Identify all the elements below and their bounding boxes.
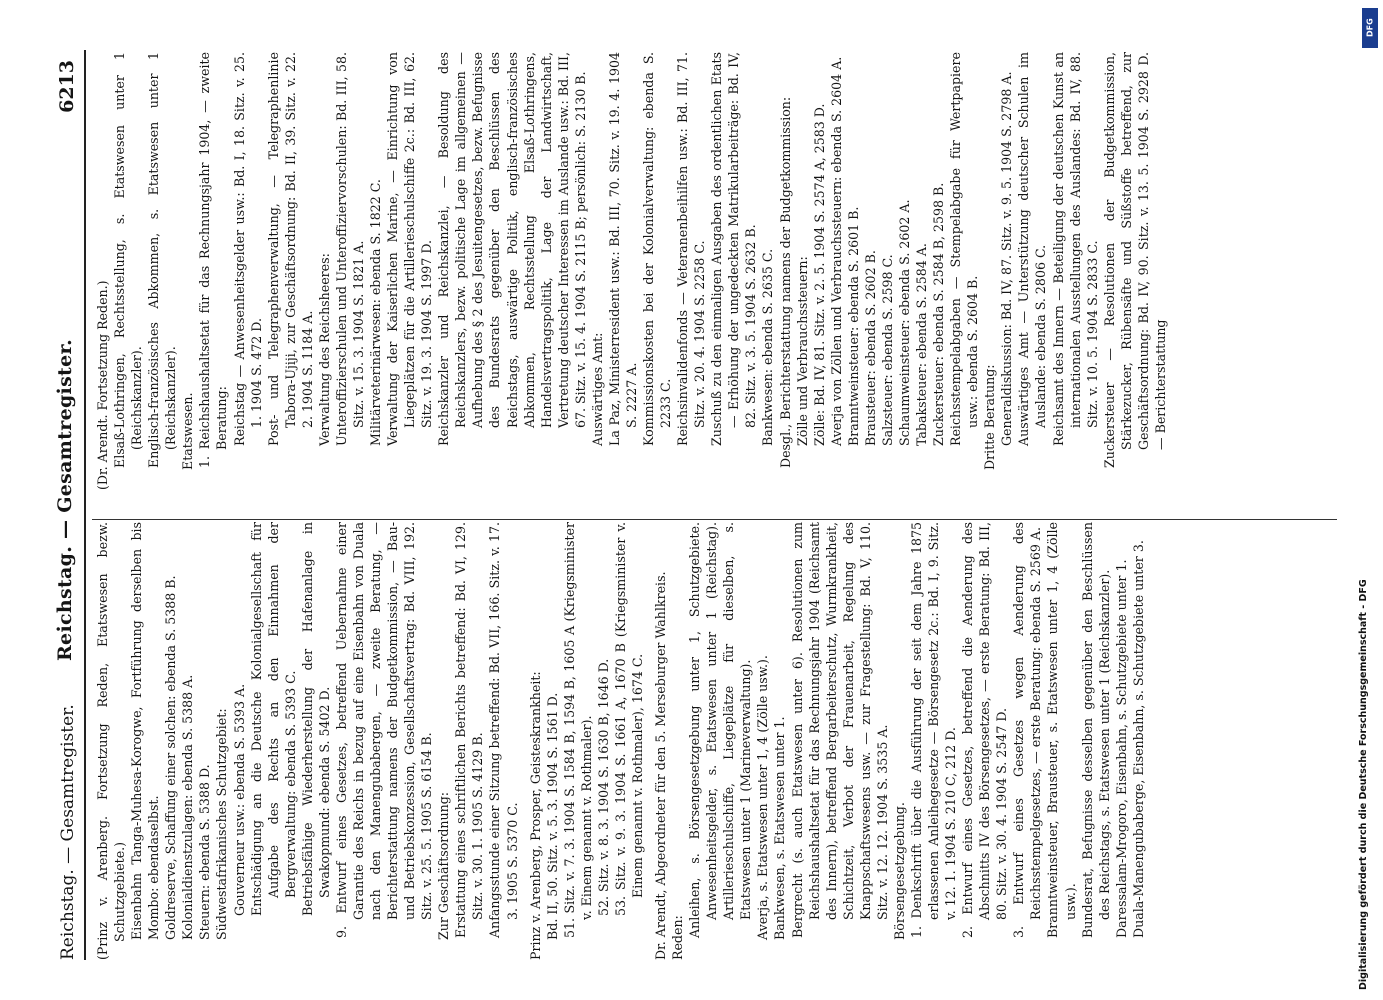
index-entry: 2. Entwurf eines Gesetzes, betreffend die Aenderung des Abschnitts IV des Börsengesetzes, — erste Beratung: Bd. III, 80. Sitz. v. 30. 4. 1904 S. 2547 D. (960, 522, 1010, 938)
index-entry: Goldreserve, Schaffung einer solchen: ebenda S. 5388 B. (163, 575, 179, 940)
digitization-note: Digitalisierung gefördert durch die Deutsche Forschungsgemeinschaft - DFG (1358, 579, 1369, 990)
index-entry: Zuschuß zu den einmaligen Ausgaben des ordentlichen Etats — Erhöhung der ungedeckten Matrikularbeiträge: Bd. IV, 82. Sitz. v. 3. 5. 1904 S. 2632 B. (709, 52, 759, 446)
index-entry: Kolonialdienstzulagen: ebenda S. 5388 A. (180, 674, 196, 940)
left-column (94, 522, 1147, 960)
index-entry: Zur Geschäftsordnung: (436, 791, 452, 940)
right-column (94, 52, 1169, 490)
index-entry: Bankwesen: ebenda S. 2635 C. (760, 248, 776, 446)
index-entry: Unteroffizierschulen und Unteroffiziervorschulen: Bd. III, 58. Sitz. v. 15. 3. 1904 S. 1821 A. (333, 52, 366, 446)
index-entry: Anleihen, s. Börsengesetzgebung unter 1, Schutzgebiete. Anwesenheitsgelder, s. Etatswesen unter 1 (Reichstag). Artillerieschulschiffe, Liegeplätze für dieselben, s. Etatswesen unter 1 (Marineverwaltung). (687, 522, 754, 938)
index-entry: Reichskanzler und Reichskanzlei, — Besoldung des Reichskanzlers, bezw. politische Lage im allgemeinen — Aufhebung des § 2 des Jesuitengesetzes, bezw. Befugnisse des Bundesrats gegenüber den Beschlüssen des Reichstags, auswärtige Politik, englisch-französisches Abkommen, Rechtsstellung Elsaß-Lothringens, Handelsvertragspolitik, Lage der Landwirtschaft, Vertretung deutscher Interessen im Auslande usw.: Bd. III, 67. Sitz. v. 15. 4. 1904 S. 2115 B; persönlich: S. 2130 B. (436, 52, 588, 446)
index-entry: Elsaß-Lothringen, Rechtsstellung, s. Etatswesen unter 1 (Reichskanzler). (112, 52, 145, 468)
index-entry: Auswärtiges Amt — Unterstützung deutscher Schulen im Auslande: ebenda S. 2806 C. (1016, 52, 1049, 446)
index-entry: Eisenbahn Tanga-Muhesa-Korogwe, Fortführung derselben bis Mombo: ebendaselbst. (129, 522, 162, 940)
index-entry: Zölle: Bd. IV, 81. Sitz. v. 2. 5. 1904 S. 2574 A, 2583 D. (811, 103, 827, 446)
running-head-title: Reichstag. — Gesamtregister. (54, 338, 76, 662)
index-entry: Dritte Beratung: (982, 364, 998, 470)
index-entry: Duala-Manengubaberge, Eisenbahn, s. Schutzgebiete unter 3. (1130, 540, 1146, 938)
index-entry: Bundesrat, Befugnisse desselben gegenüber den Beschlüssen des Reichstags, s. Etatswesen unter 1 (Reichskanzler). (1079, 522, 1112, 938)
index-entry: Bankwesen, s. Etatswesen unter 1. (772, 716, 788, 940)
index-entry: Steuern: ebenda S. 5388 D. (197, 764, 213, 940)
index-entry: La Paz, Ministerresident usw.: Bd. III, 70. Sitz. v. 19. 4. 1904 S. 2227 A. (606, 52, 639, 446)
index-entry: Reichsamt des Innern — Beteiligung der deutschen Kunst an internationalen Ausstellungen des Auslandes: Bd. IV, 88. Sitz. v. 10. 5. 1904 S. 2833 C. (1050, 52, 1100, 446)
index-entry: (Dr. Arendt. Fortsetzung Reden.) (95, 280, 110, 490)
index-entry: Entschädigung an die Deutsche Kolonialgesellschaft für Aufgabe des Rechts an den Einnahmen der Bergverwaltung: ebenda S. 5393 C. (248, 522, 298, 916)
running-head-left: Reichstag. — Gesamtregister. (58, 704, 78, 960)
index-entry: Schaumweinsteuer: ebenda S. 2602 A. (896, 199, 912, 446)
index-entry: Börsengesetzgebung. (891, 802, 907, 940)
index-entry: Etatswesen. (180, 392, 196, 470)
index-entry: Zuckersteuer — Resolutionen der Budgetkommission, Stärkezucker, Rübensäfte und Süßstoffe betreffend, zur Geschäftsordnung: Bd. IV, 90. Sitz. v. 13. 5. 1904 S. 2928 D. — Berichterstattung (1101, 52, 1168, 468)
index-entry: Reichsinvalidenfonds — Veteranenbeihilfen usw.: Bd. III, 71. Sitz. v. 20. 4. 1904 S. 2258 C. (675, 52, 708, 446)
digitization-sidebar (1356, 0, 1383, 1000)
index-entry: Gouverneur usw.: ebenda S. 5393 A. (231, 683, 247, 916)
index-entry: Reichstag — Anwesenheitsgelder usw.: Bd. I, 18. Sitz. v. 25. 1. 1904 S. 472 D. (231, 52, 264, 446)
index-entry: (Prinz v. Arenberg. Fortsetzung Reden, Etatswesen bezw. Schutzgebiete.) (95, 522, 128, 960)
index-entry: Reden: (670, 915, 686, 960)
index-entry: Kommissionskosten bei der Kolonialverwaltung: ebenda S. 2233 C. (641, 52, 674, 446)
index-entry: Bergrecht (s. auch Etatswesen unter 6). Resolutionen zum Reichshaushaltsetat für das Rechnungsjahr 1904 (Reichsamt des Innern), betreffend Bergarbeiterschutz, Wurmkrankheit, Schichtzeit, Verbot der Frauenarbeit, Regelung des Knappschaftswesens usw. — zur Fragestellung: Bd. V, 110. Sitz. v. 12. 12. 1904 S. 3535 A. (789, 522, 890, 938)
index-entry: 3. Entwurf eines Gesetzes wegen Aenderung des Reichsstempelgesetzes, — erste Beratung: ebenda S. 2569 A. (1011, 522, 1044, 938)
index-entry: Auswärtiges Amt: (589, 332, 605, 446)
index-entry: 52. Sitz. v. 8. 3. 1904 S. 1630 B, 1646 D. (595, 658, 611, 916)
index-entry: Verwaltung der Kaiserlichen Marine, — Einrichtung von Liegeplätzen für die Artillerieschulschiffe 2c.: Bd. III, 62. Sitz. v. 19. 3. 1904 S. 1997 D. (385, 52, 435, 446)
index-entry: Generaldiskussion: Bd. IV, 87. Sitz. v. 9. 5. 1904 S. 2798 A. (999, 71, 1015, 446)
index-entry: 51. Sitz. v. 7. 3. 1904 S. 1584 B, 1594 B, 1605 A (Kriegsminister v. Einem genannt v. Rothmaler). (561, 522, 594, 938)
index-entry: Branntweinsteuer, Brausteuer, s. Etatswesen unter 1, 4 (Zölle usw.). (1045, 522, 1078, 938)
index-entry: Branntweinsteuer: ebenda S. 2601 B. (845, 206, 861, 446)
index-entry: Tabaksteuer: ebenda S. 2584 A. (914, 243, 929, 446)
index-entry: 53. Sitz. v. 9. 3. 1904 S. 1661 A, 1670 B (Kriegsminister v. Einem genannt v. Rothmaler), 1674 C. (612, 522, 645, 916)
index-entry: Zuckersteuer: ebenda S. 2584 B, 2598 B. (931, 182, 947, 446)
index-entry: Desgl., Berichterstattung namens der Budgetkommission: (777, 96, 793, 468)
index-entry: Averja von Zöllen und Verbrauchssteuern: ebenda S. 2604 A. (828, 56, 844, 446)
index-entry: Zölle und Verbrauchssteuern: (794, 256, 810, 446)
index-entry: Salzsteuer: ebenda S. 2598 C. (879, 254, 895, 446)
index-entry: 1. Denkschrift über die Ausführung der seit dem Jahre 1875 erlassenen Anleihegesetze — Börsengesetz 2c.: Bd. I, 9. Sitz. v. 12. 1. 1904 S. 210 C, 212 D. (908, 522, 959, 938)
index-entry: Post- und Telegraphenverwaltung, — Telegraphenlinie Tabora-Ujiji, zur Geschäftsordnung: Bd. II, 39. Sitz. v. 22. 2. 1904 S. 1184 A. (265, 52, 315, 446)
index-entry: Brausteuer: ebenda S. 2602 B. (862, 250, 878, 446)
index-entry: 9. Entwurf eines Gesetzes, betreffend Uebernahme einer Garantie des Reichs in bezug auf eine Eisenbahn von Duala nach den Manengubabergen, — zweite Beratung, — Berichterstattung namens der Budgetkommission, — Bau- und Betriebskonzession, Gesellschaftsvertrag: Bd. VIII, 192. Sitz. v. 25. 5. 1905 S. 6154 B. (333, 522, 435, 938)
index-entry: 1. Reichshaushaltsetat für das Rechnungsjahr 1904, — zweite Beratung: (197, 52, 230, 468)
dfg-logo: DFG (1362, 8, 1378, 48)
index-entry: Erstattung eines schriftlichen Berichts betreffend: Bd. VI, 129. Sitz. v. 30. 1. 1905 S. 4129 B. (453, 522, 486, 938)
header-rule (84, 50, 86, 960)
index-entry: Betriebsfähige Wiederherstellung der Hafenanlage in Swakopmund: ebenda S. 5402 D. (299, 522, 332, 916)
index-entry: Reichsstempelabgaben — Stempelabgabe für Wertpapiere usw.: ebenda S. 2604 B. (948, 52, 981, 446)
page-number: 6213 (56, 60, 78, 113)
index-entry: Daressalam-Mrogoro, Eisenbahn, s. Schutzgebiete unter 1. (1113, 559, 1129, 938)
index-entry: Bd. II, 50. Sitz. v. 5. 3. 1904 S. 1561 D. (544, 692, 560, 940)
index-entry: Militärveterinärwesen: ebenda S. 1822 C. (368, 179, 383, 446)
index-entry: Englisch-französisches Abkommen, s. Etatswesen unter 1 (Reichskanzler). (146, 52, 179, 468)
index-entry: Verwaltung des Reichsheeres: (316, 253, 332, 446)
index-entry: Dr. Arendt, Abgeordneter für den 5. Merseburger Wahlkreis. (653, 571, 668, 960)
index-entry: Anfangsstunde einer Sitzung betreffend: Bd. VII, 166. Sitz. v. 17. 3. 1905 S. 5370 C. (487, 522, 520, 938)
index-entry: Averja, s. Etatswesen unter 1, 4 (Zölle usw.). (755, 655, 771, 940)
index-entry: Südwestafrikanisches Schutzgebiet: (214, 708, 230, 940)
index-entry: Prinz v. Arenberg, Prosper, Geisteskrankheit: (527, 671, 543, 960)
column-divider (92, 519, 1337, 520)
